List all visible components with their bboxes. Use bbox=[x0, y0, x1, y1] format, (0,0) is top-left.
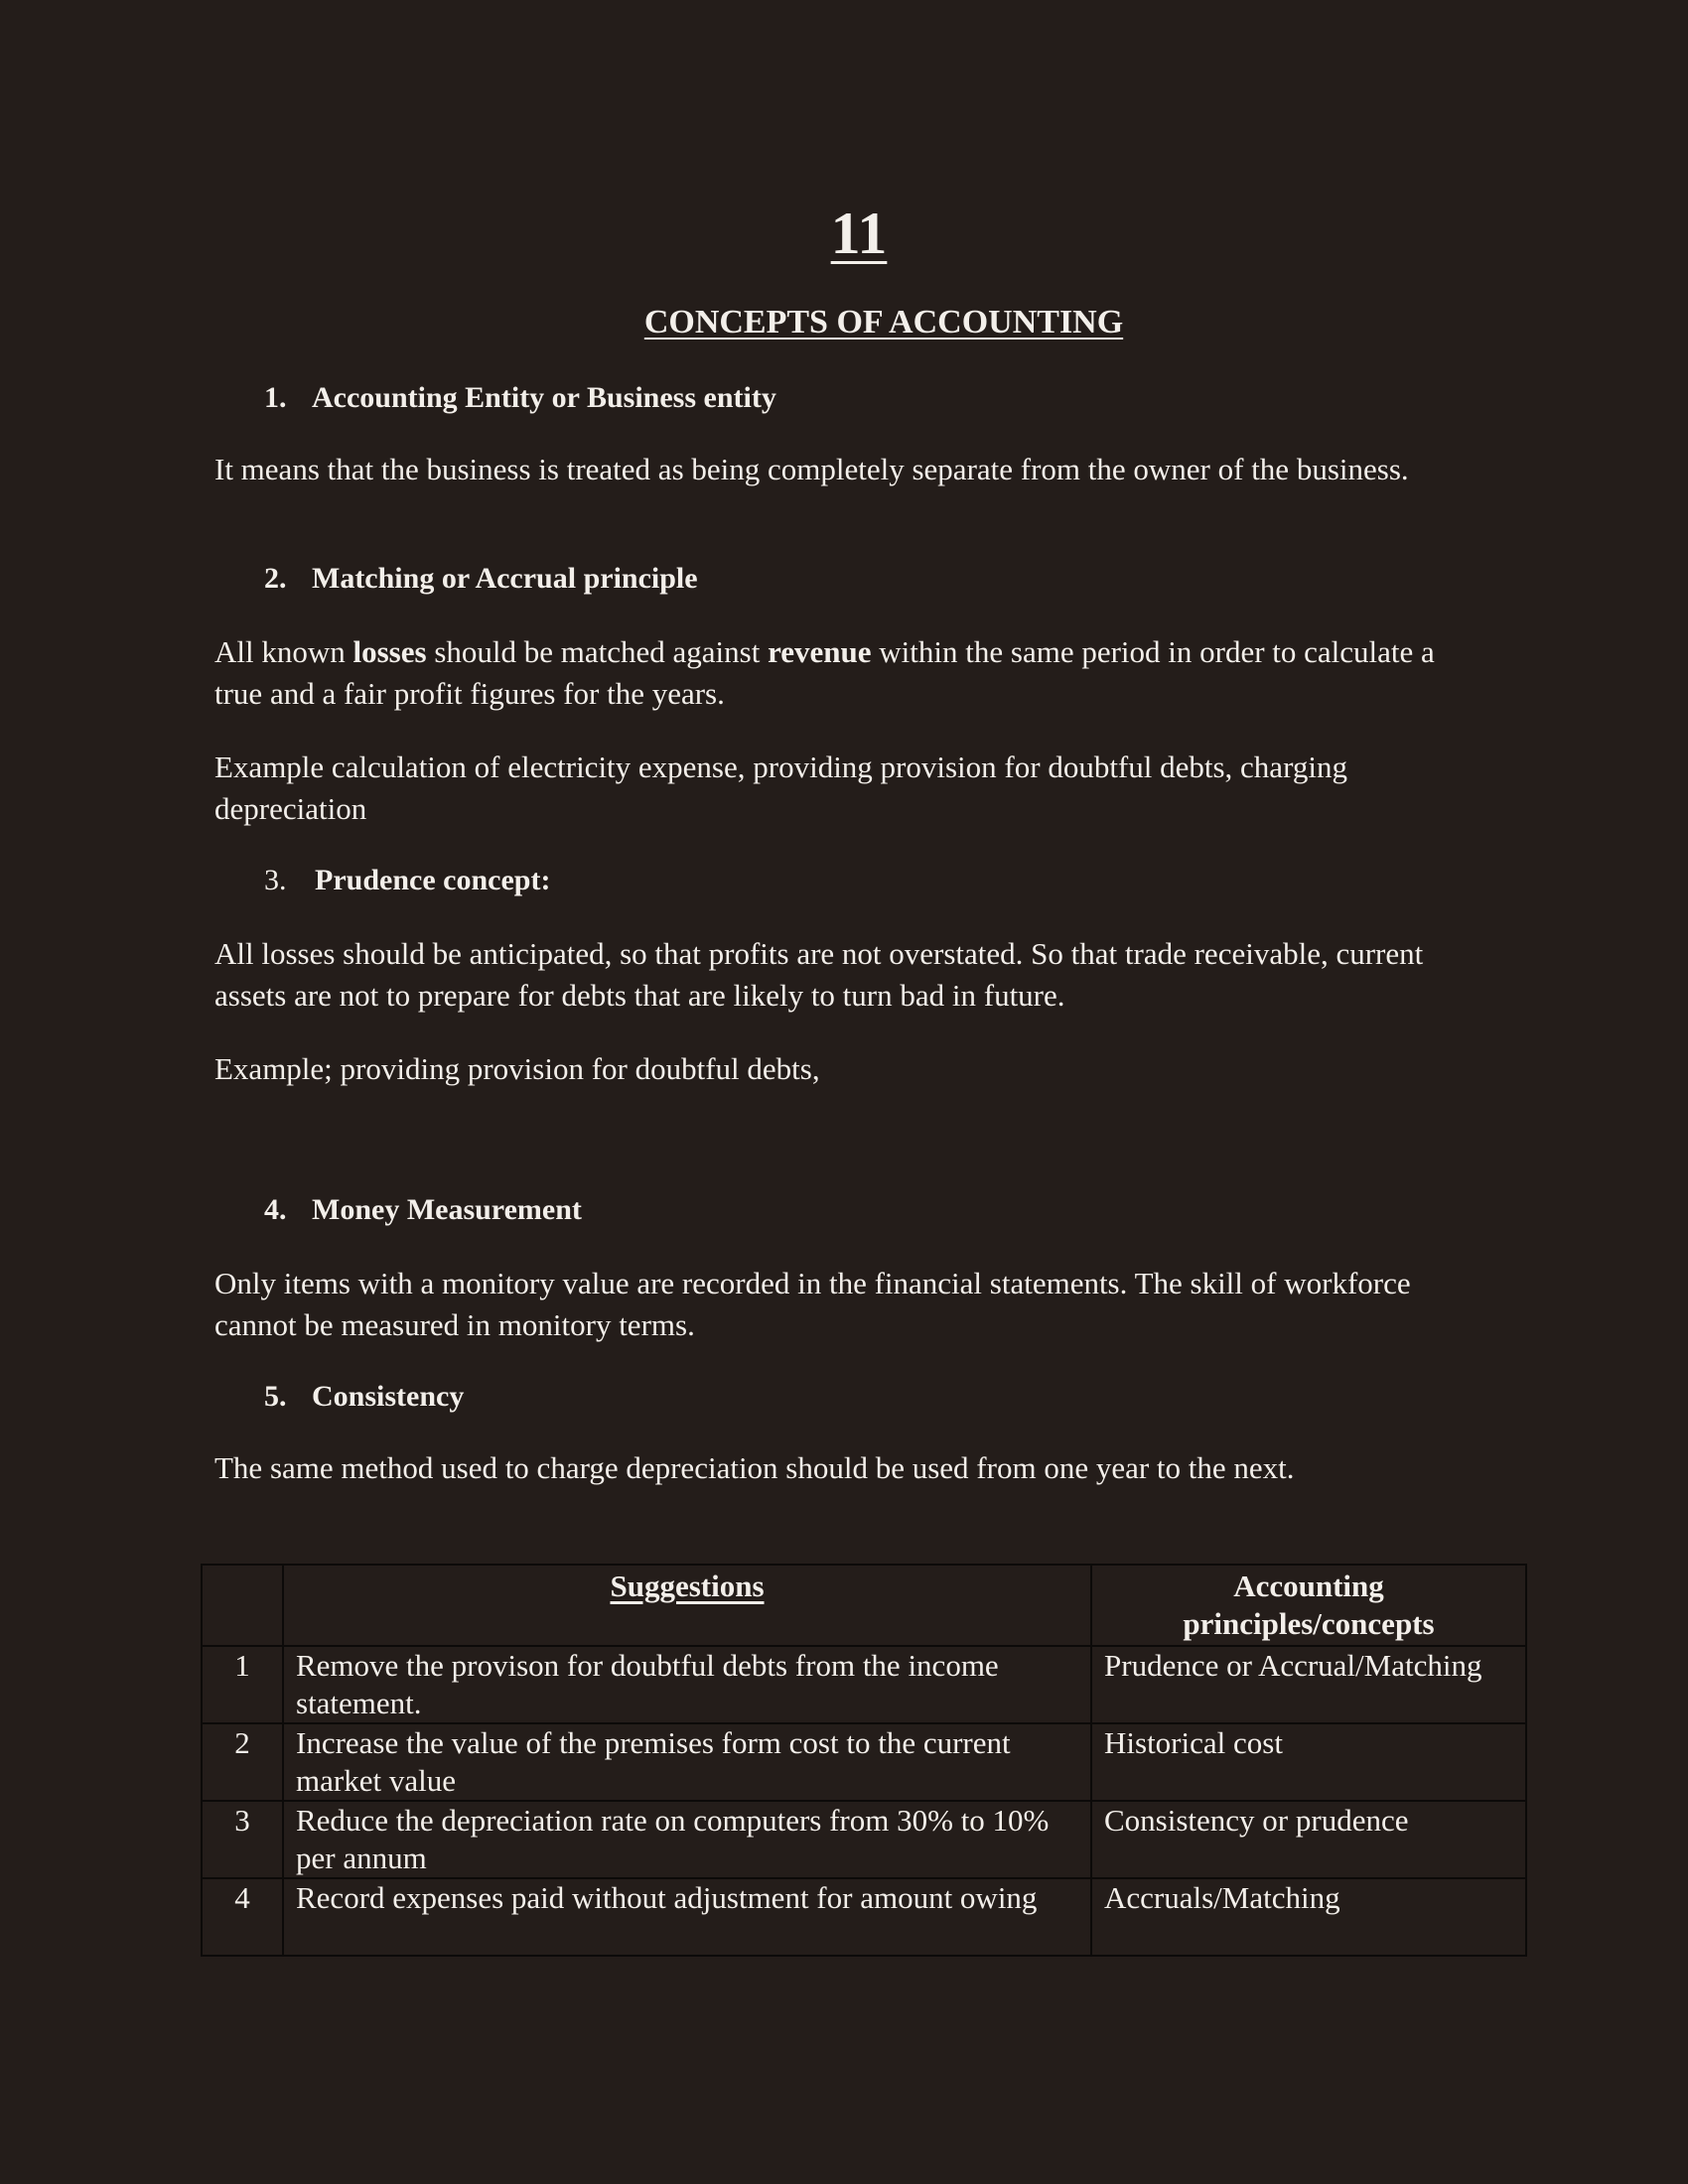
suggestions-table bbox=[201, 1564, 1527, 1957]
section-title: Matching or Accrual principle bbox=[312, 562, 698, 595]
section-number: 2. bbox=[264, 562, 287, 595]
text-run: should be matched against bbox=[426, 634, 769, 669]
header-suggestions bbox=[283, 1565, 1091, 1646]
section-title: Accounting Entity or Business entity bbox=[312, 381, 776, 414]
section-number: 1. bbox=[264, 381, 287, 414]
text-run: All known bbox=[214, 634, 353, 669]
section-number: 3. bbox=[264, 864, 287, 896]
row-principle: Accruals/Matching bbox=[1091, 1878, 1526, 1956]
section-title: Prudence concept: bbox=[315, 864, 551, 896]
row-suggestion: Remove the provison for doubtful debts from the income statement. bbox=[283, 1646, 1091, 1723]
paragraph-accounting-entity: It means that the business is treated as being completely separate from the owner of the business. bbox=[214, 452, 1409, 486]
paragraph-consistency: The same method used to charge depreciation should be used from one year to the next. bbox=[214, 1450, 1295, 1485]
row-principle: Historical cost bbox=[1091, 1723, 1526, 1801]
row-suggestion: Record expenses paid without adjustment for amount owing bbox=[283, 1878, 1091, 1956]
paragraph-matching-example: Example calculation of electricity expense, providing provision for doubtful debts, charging depreciation bbox=[214, 750, 1347, 826]
header-suggestions-label: Suggestions bbox=[610, 1569, 765, 1603]
section-heading-consistency bbox=[264, 1382, 464, 1412]
section-number: 4. bbox=[264, 1193, 287, 1226]
document-title: CONCEPTS OF ACCOUNTING bbox=[643, 304, 1124, 341]
table-row bbox=[202, 1723, 1526, 1801]
bold-text-revenue: revenue bbox=[768, 634, 872, 669]
paragraph-matching bbox=[214, 631, 1436, 715]
section-title: Consistency bbox=[312, 1380, 465, 1413]
page-number: 11 bbox=[830, 201, 888, 266]
row-number: 3 bbox=[202, 1801, 283, 1878]
row-number: 4 bbox=[202, 1878, 283, 1956]
table-header-row bbox=[202, 1565, 1526, 1646]
paragraph-money-measurement: Only items with a monitory value are recorded in the financial statements. The skill of workforce cannot be measured in monitory terms. bbox=[214, 1266, 1411, 1342]
table-row bbox=[202, 1646, 1526, 1723]
section-heading-money-measurement bbox=[264, 1195, 582, 1225]
section-heading-matching bbox=[264, 564, 698, 594]
row-principle: Prudence or Accrual/Matching bbox=[1091, 1646, 1526, 1723]
section-number: 5. bbox=[264, 1380, 287, 1413]
section-heading-prudence bbox=[264, 866, 550, 895]
paragraph-prudence: All losses should be anticipated, so that profits are not overstated. So that trade receivable, current assets are not to prepare for debts that are likely to turn bad in future. bbox=[214, 936, 1424, 1013]
header-principles: Accounting principles/concepts bbox=[1091, 1565, 1526, 1646]
row-principle: Consistency or prudence bbox=[1091, 1801, 1526, 1878]
row-number: 2 bbox=[202, 1723, 283, 1801]
bold-text-losses: losses bbox=[352, 634, 427, 669]
text-run: within the same period in order to calculate a true and a fair profit figures for the years. bbox=[214, 634, 1435, 711]
table-row bbox=[202, 1801, 1526, 1878]
row-number: 1 bbox=[202, 1646, 283, 1723]
section-heading-accounting-entity bbox=[264, 383, 776, 413]
row-suggestion: Reduce the depreciation rate on computers from 30% to 10% per annum bbox=[283, 1801, 1091, 1878]
row-suggestion: Increase the value of the premises form cost to the current market value bbox=[283, 1723, 1091, 1801]
table-row bbox=[202, 1878, 1526, 1956]
paragraph-prudence-example: Example; providing provision for doubtful debts, bbox=[214, 1051, 820, 1086]
header-number bbox=[202, 1565, 283, 1646]
section-title: Money Measurement bbox=[312, 1193, 582, 1226]
